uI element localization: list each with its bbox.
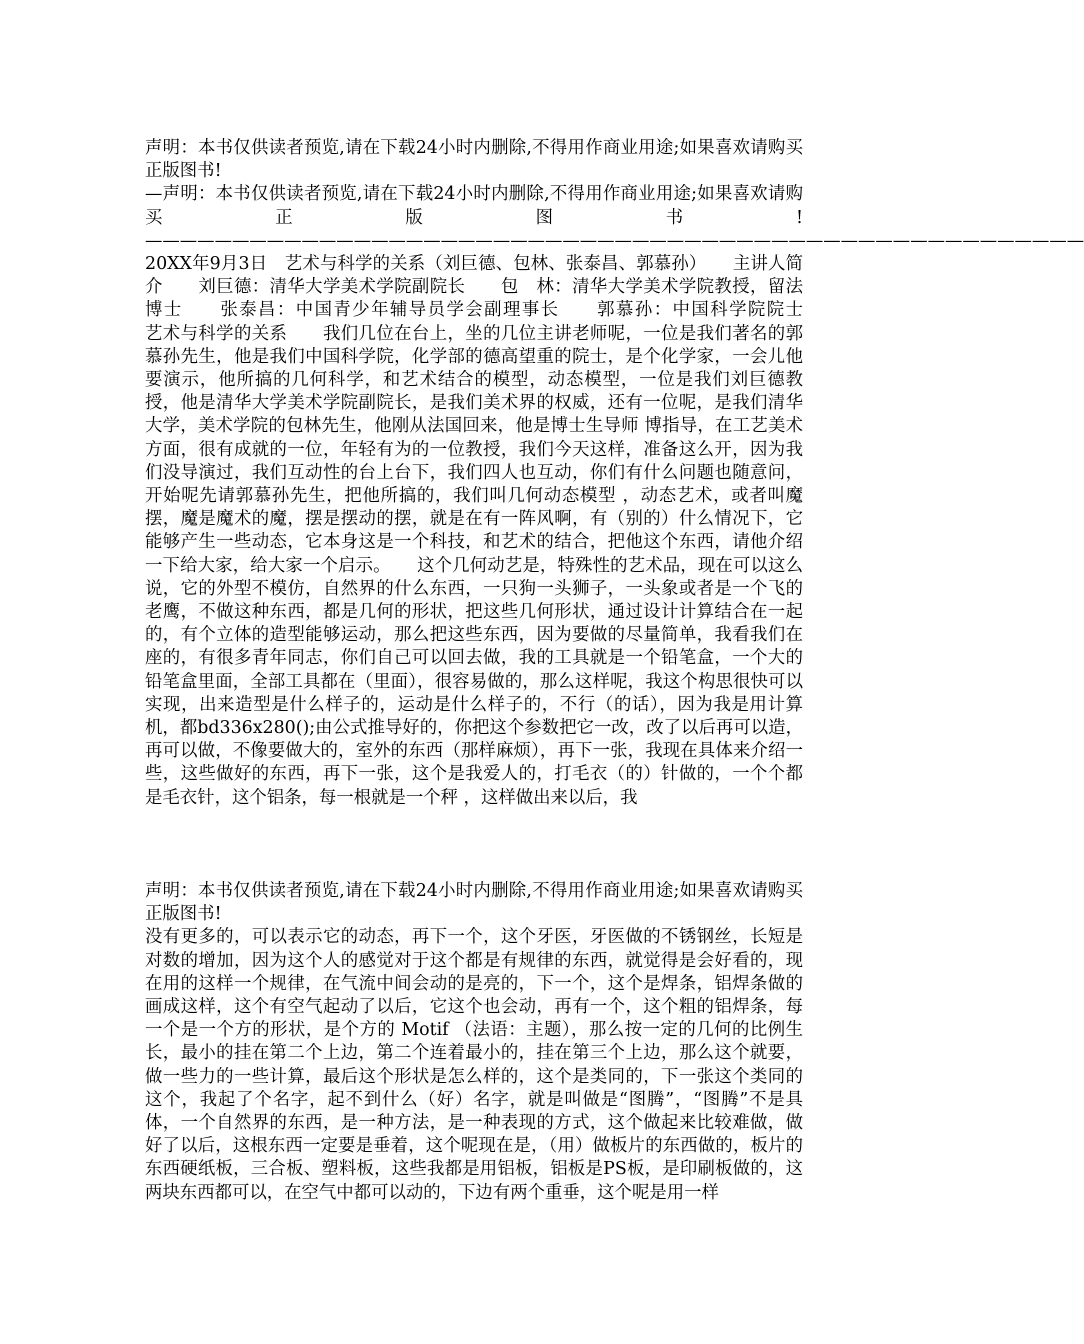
disclaimer-text: 声明：本书仅供读者预览,请在下载24小时内删除,不得用作商业用途;如果喜欢请购买正版图书!: [145, 881, 803, 925]
page-section-2: [145, 880, 803, 1205]
lecture-text: —声明：本书仅供读者预览,请在下载24小时内删除,不得用作商业用途;如果喜欢请购买正版图书!——————————————————————————————————————————————————————20XX年9月3日 艺术与科学的关系（刘巨德、包林、张泰昌、郭慕孙） 主讲人简介 刘巨德：清华大学美术学院副院长 包 林：清华大学美术学院教授，留法博士 张泰昌：中国青少年辅导员学会副理事长 郭慕孙：中国科学院院士 艺术与科学的关系 我们几位在台上，坐的几位主讲老师呢，一位是我们著名的郭慕孙先生，他是我们中国科学院，化学部的德高望重的院士，是个化学家，一会儿他要演示，他所搞的几何科学，和艺术结合的模型，动态模型，一位是我们刘巨德教授，他是清华大学美术学院副院长，是我们美术界的权威，还有一位呢，是我们清华大学，美术学院的包林先生，他刚从法国回来，他是博士生导师 博指导，在工艺美术方面，很有成就的一位，年轻有为的一位教授，我们今天这样，准备这么开，因为我们没导演过，我们互动性的台上台下，我们四人也互动，你们有什么问题也随意问，开始呢先请郭慕孙先生，把他所搞的，我们叫几何动态模型 ，动态艺术，或者叫魔摆，魔是魔术的魔，摆是摆动的摆，就是在有一阵风啊，有（别的）什么情况下，它能够产生一些动态，它本身这是一个科技，和艺术的结合，把他这个东西，请他介绍一下给大家，给大家一个启示。 这个几何动艺是，特殊性的艺术品，现在可以这么说，它的外型不模仿，自然界的什么东西，一只狗一头狮子，一头象或者是一个飞的老鹰，不做这种东西，都是几何的形状，把这些几何形状，通过设计计算结合在一起的，有个立体的造型能够运动，那么把这些东西，因为要做的尽量简单，我看我们在座的，有很多青年同志，你们自己可以回去做，我的工具就是一个铅笔盒，一个大的铅笔盒里面，全部工具都在（里面），很容易做的，那么这样呢，我这个构思很快可以实现，出来造型是什么样子的，运动是什么样子的，不行（的话），因为我是用计算机，都bd336x280();由公式推导好的，你把这个参数把它一改，改了以后再可以造，再可以做，不像要做大的，室外的东西（那样麻烦），再下一张，我现在具体来介绍一些，这些做好的东西，再下一张，这个是我爱人的，打毛衣（的）针做的，一个个都是毛衣针，这个铝条，每一根就是一个秤 ，这样做出来以后，我: [145, 184, 1084, 808]
lecture-text: 没有更多的，可以表示它的动态，再下一个，这个牙医，牙医做的不锈钢丝，长短是对数的增加，因为这个人的感觉对于这个都是有规律的东西，就觉得是会好看的，现在用的这样一个规律，在气流中间会动的是亮的，下一个，这个是焊条，铝焊条做的画成这样，这个有空气起动了以后，它这个也会动，再有一个，这个粗的铝焊条，每一个是一个方的形状，是个方的 Motif （法语：主题），那么按一定的几何的比例生长，最小的挂在第二个上边，第二个连着最小的，挂在第三个上边，那么这个就要，做一些力的一些计算，最后这个形状是怎么样的，这个是类同的，下一张这个类同的这个，我起了个名字，起不到什么（好）名字，就是叫做是“图腾”，“图腾”不是具体，一个自然界的东西，是一种方法，是一种表现的方式，这个做起来比较难做，做好了以后，这根东西一定要是垂着，这个呢现在是，（用）做板片的东西做的，板片的东西硬纸板，三合板、塑料板，这些我都是用铝板，铝板是PS板，是印刷板做的，这两块东西都可以，在空气中都可以动的，下边有两个重垂，这个呢是用一样: [145, 927, 803, 1203]
disclaimer-text: 声明：本书仅供读者预览,请在下载24小时内删除,不得用作商业用途;如果喜欢请购买正版图书!: [145, 138, 803, 182]
page-section-1: [145, 137, 1084, 810]
